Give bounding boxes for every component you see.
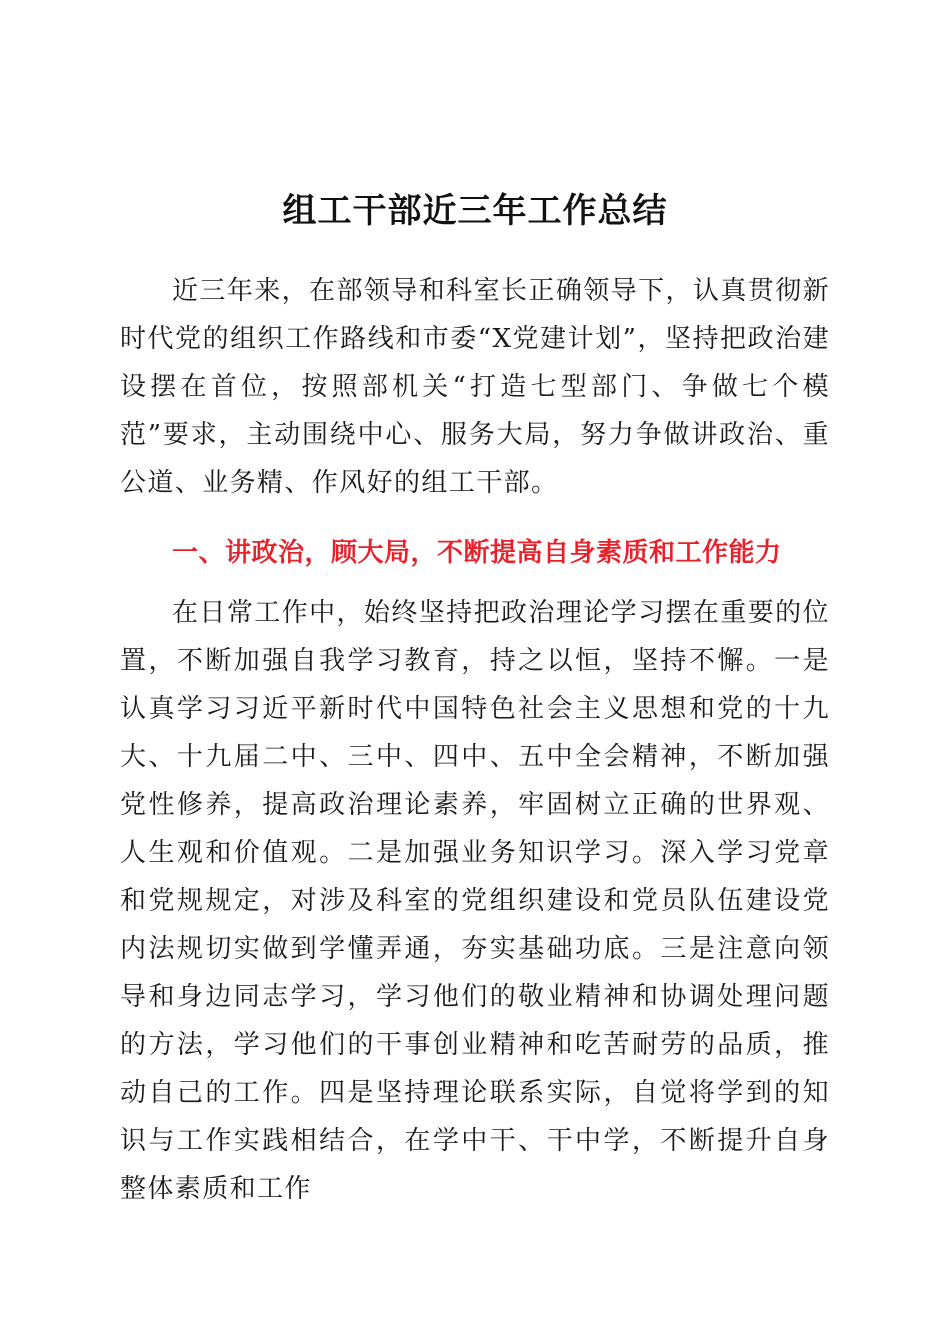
intro-paragraph: 近三年来，在部领导和科室长正确领导下，认真贯彻新时代党的组织工作路线和市委“X党建计划”，坚持把政治建设摆在首位，按照部机关“打造七型部门、争做七个模范”要求，主动围绕中心、服务大局，努力争做讲政治、重公道、业务精、作风好的组工干部。 [120, 276, 830, 498]
section-heading: 一、讲政治，顾大局，不断提高自身素质和工作能力 [172, 538, 782, 568]
document-title: 组工干部近三年工作总结 [282, 191, 668, 231]
section-paragraph: 在日常工作中，始终坚持把政治理论学习摆在重要的位置，不断加强自我学习教育，持之以恒，坚持不懈。一是认真学习习近平新时代中国特色社会主义思想和党的十九大、十九届二中、三中、四中、五中全会精神，不断加强党性修养，提高政治理论素养，牢固树立正确的世界观、人生观和价值观。二是加强业务知识学习。深入学习党章和党规规定，对涉及科室的党组织建设和党员队伍建设党内法规切实做到学懂弄通，夯实基础功底。三是注意向领导和身边同志学习，学习他们的敬业精神和协调处理问题的方法，学习他们的干事创业精神和吃苦耐劳的品质，推动自己的工作。四是坚持理论联系实际，自觉将学到的知识与工作实践相结合，在学中干、干中学，不断提升自身整体素质和工作 [120, 598, 830, 1204]
